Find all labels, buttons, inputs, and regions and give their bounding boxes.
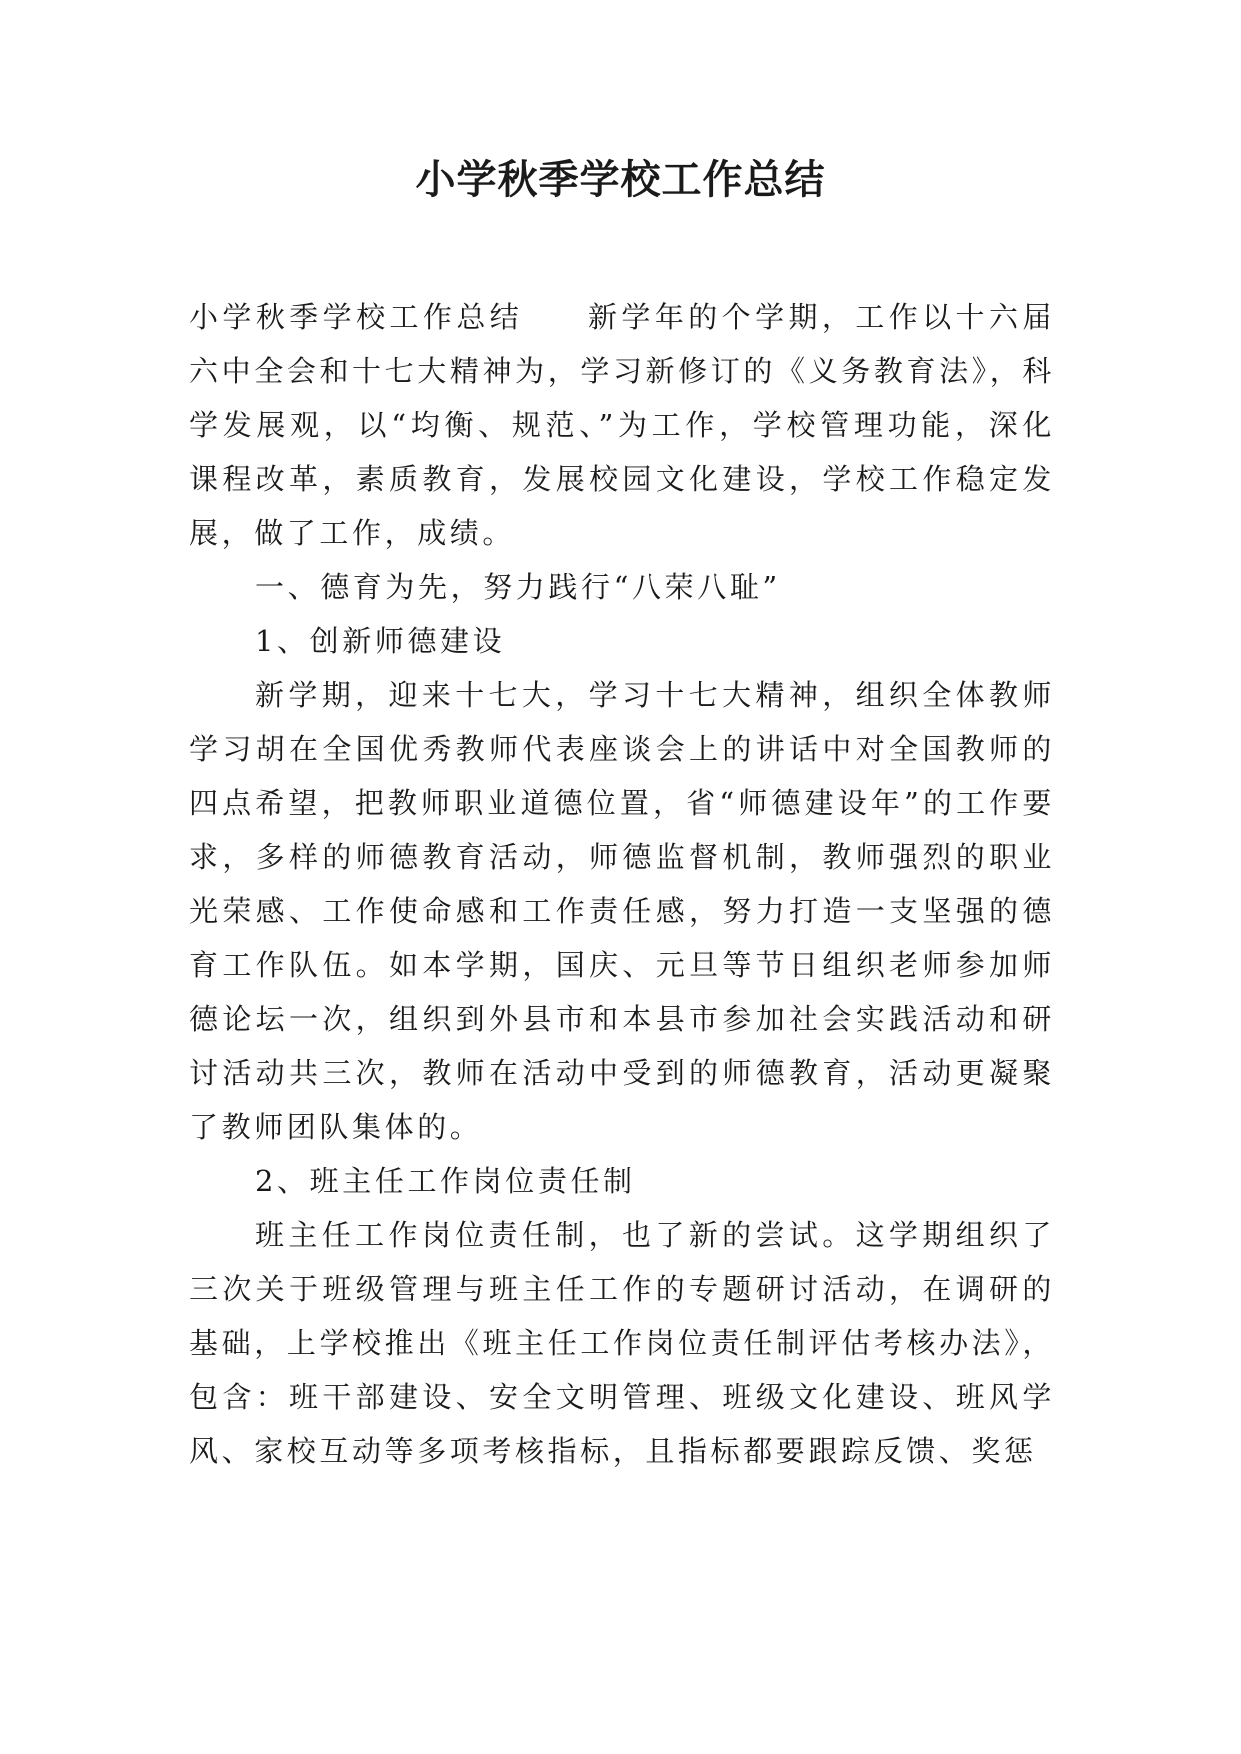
subsection-2-heading: 2、班主任工作岗位责任制 <box>255 1164 636 1198</box>
document-title: 小学秋季学校工作总结 <box>415 157 826 203</box>
subsection-1-paragraph: 新学期，迎来十七大，学习十七大精神，组织全体教师学习胡在全国优秀教师代表座谈会上的讲话中对全国教师的四点希望，把教师职业道德位置，省“师德建设年”的工作要求，多样的师德教育活动，师德监督机制，教师强烈的职业光荣感、工作使命感和工作责任感，努力打造一支坚强的德育工作队伍。如本学期，国庆、元旦等节日组织老师参加师德论坛一次，组织到外县市和本县市参加社会实践活动和研讨活动共三次，教师在活动中受到的师德教育，活动更凝聚了教师团队集体的。 <box>189 678 1055 1144</box>
intro-label: 小学秋季学校工作总结 <box>189 300 524 334</box>
intro-paragraph <box>189 290 1055 560</box>
intro-text: 新学年的个学期，工作以十六届六中全会和十七大精神为，学习新修订的《义务教育法》，科学发展观，以“均衡、规范、”为工作，学校管理功能，深化课程改革，素质教育，发展校园文化建设，学校工作稳定发展，做了工作，成绩。 <box>189 300 1055 550</box>
section-1-heading: 一、德育为先，努力践行“八荣八耻” <box>255 570 781 604</box>
document-body <box>189 290 1055 1478</box>
subsection-2-paragraph: 班主任工作岗位责任制，也了新的尝试。这学期组织了三次关于班级管理与班主任工作的专题研讨活动，在调研的基础，上学校推出《班主任工作岗位责任制评估考核办法》，包含：班干部建设、安全文明管理、班级文化建设、班风学风、家校互动等多项考核指标，且指标都要跟踪反馈、奖惩 <box>189 1218 1055 1468</box>
subsection-1-heading: 1、创新师德建设 <box>255 624 506 658</box>
